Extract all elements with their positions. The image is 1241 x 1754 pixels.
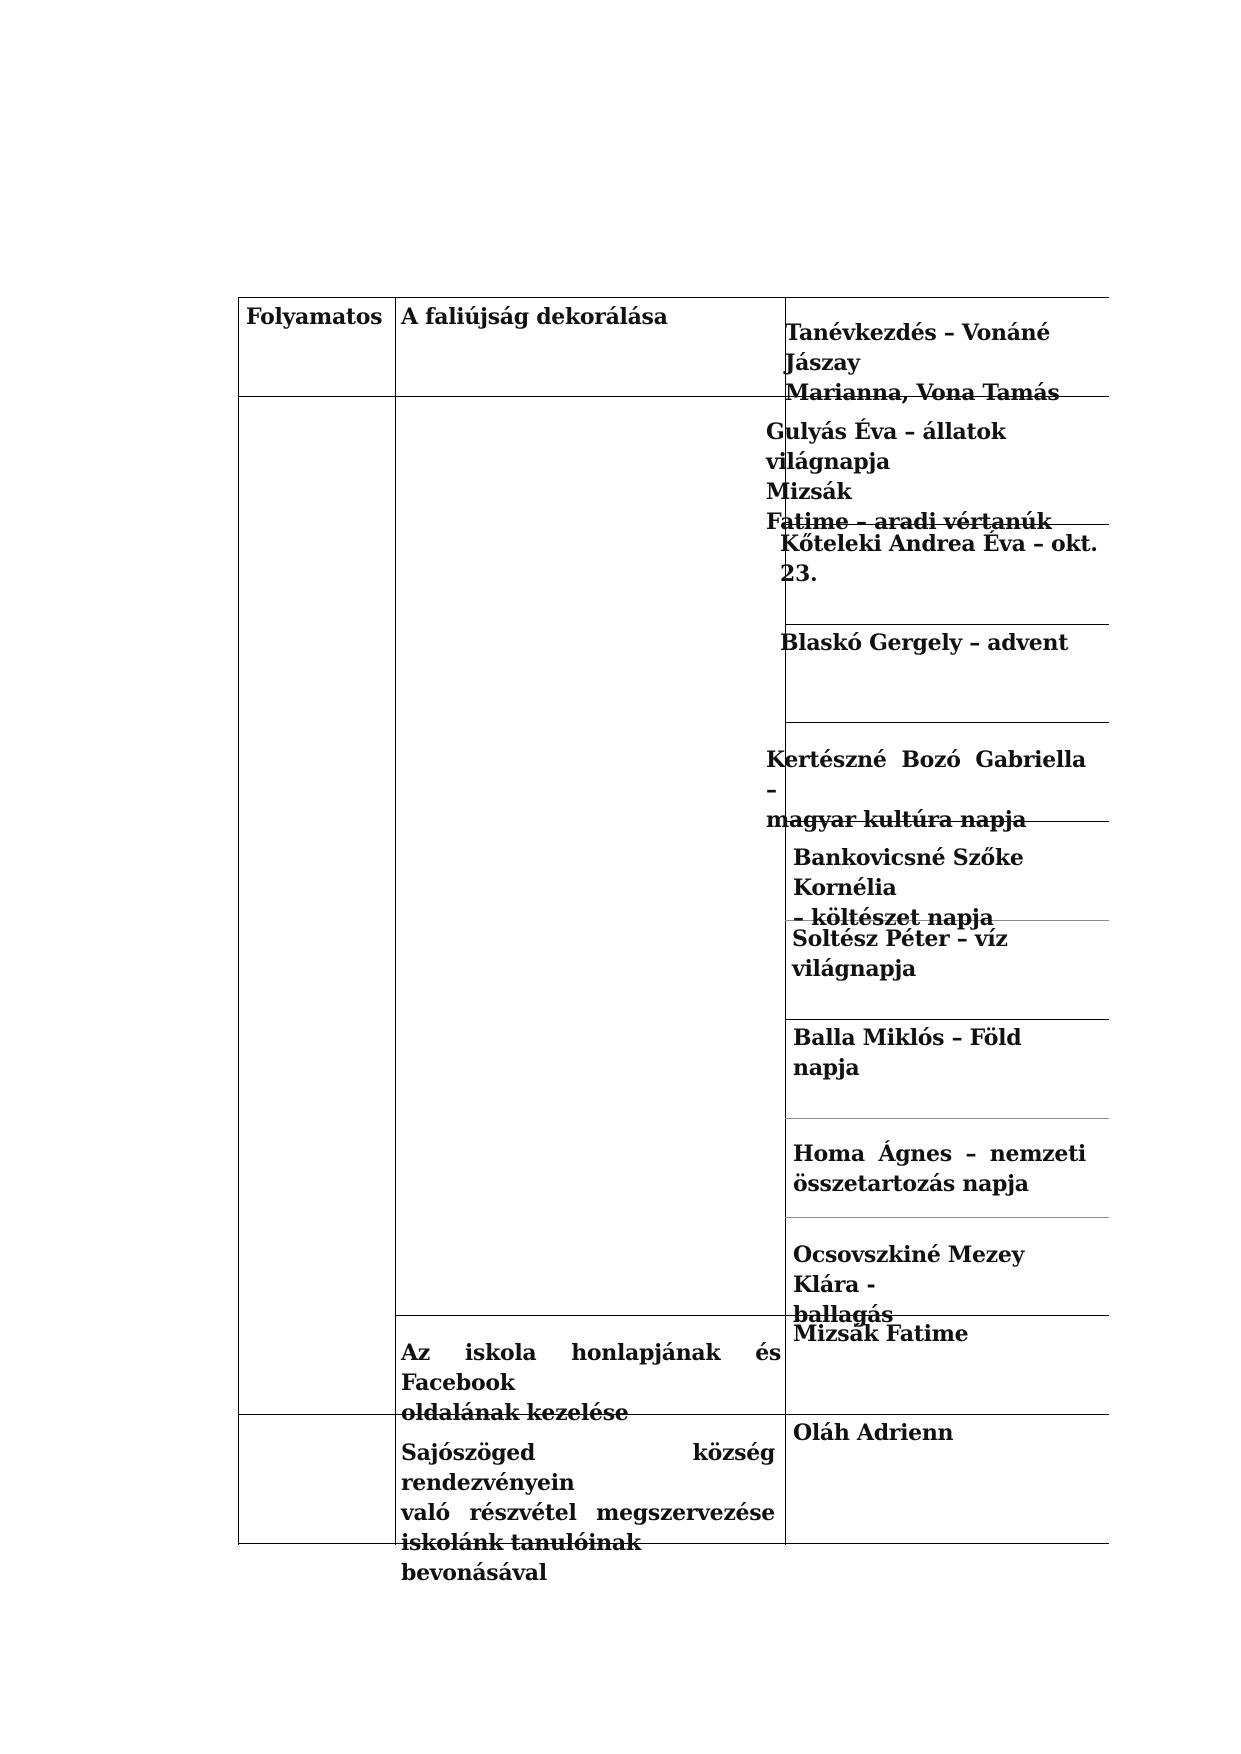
assignment-line: Marianna, Vona Tamás <box>785 380 1060 406</box>
assignment-line: Fatime – aradi vértanúk <box>766 509 1052 535</box>
assignment-line: magyar kultúra napja <box>766 807 1027 833</box>
activity-line: oldalának kezelése <box>401 1400 629 1426</box>
assignment-cell <box>780 529 1100 589</box>
assignment-line: Bankovicsné Szőke Kornélia <box>793 845 1024 901</box>
assignment-line: Tanévkezdés – Vonáné Jászay <box>785 320 1051 376</box>
activity-line: iskolánk tanulóinak bevonásával <box>401 1530 641 1586</box>
assignment-line: Balla Miklós – Föld napja <box>793 1025 1022 1081</box>
assignment-line: Homa Ágnes – nemzeti <box>793 1141 1086 1167</box>
time-cell: Folyamatos <box>246 304 383 330</box>
activity-line: való részvétel megszervezése <box>401 1500 775 1526</box>
assignment-cell <box>792 924 1092 984</box>
cell-divider <box>785 624 1109 625</box>
assignment-cell <box>793 1240 1093 1330</box>
assignment-line: összetartozás napja <box>793 1171 1029 1197</box>
cell-divider <box>785 1217 1109 1218</box>
assignment-cell <box>793 1023 1093 1083</box>
assignment-cell: Mizsák Fatime <box>793 1321 969 1347</box>
assignment-line: Mizsák <box>766 479 852 505</box>
assignment-line: Ocsovszkiné Mezey Klára - <box>793 1242 1025 1298</box>
assignment-cell <box>766 745 1086 835</box>
assignment-line: Soltész Péter – víz világnapja <box>792 926 1008 982</box>
cell-divider <box>785 1019 1109 1020</box>
table-left-border <box>238 297 239 1545</box>
assignment-line: Kertészné Bozó Gabriella – <box>766 747 1086 803</box>
activity-cell: A faliújság dekorálása <box>401 304 668 330</box>
column-divider-1 <box>395 297 396 1545</box>
activity-cell <box>401 1338 781 1428</box>
assignment-line: ballagás <box>793 1302 894 1328</box>
cell-divider <box>785 722 1109 723</box>
assignment-cell <box>793 1139 1086 1199</box>
activity-line: Az iskola honlapjának és Facebook <box>401 1340 781 1396</box>
activity-cell <box>401 1438 775 1588</box>
assignment-line: Gulyás Éva – állatok világnapja <box>766 419 1006 475</box>
table-top-border <box>238 297 1109 298</box>
assignment-line: – költészet napja <box>793 905 994 931</box>
assignment-line: Blaskó Gergely – advent <box>780 630 1069 656</box>
assignment-cell: Oláh Adrienn <box>793 1420 954 1446</box>
cell-divider <box>785 1118 1109 1119</box>
assignment-cell <box>780 628 1100 658</box>
assignment-cell <box>766 417 1086 537</box>
assignment-line: Kőteleki Andrea Éva – okt. 23. <box>780 531 1098 587</box>
assignment-cell <box>793 843 1088 933</box>
activity-line: Sajószöged község rendezvényein <box>401 1440 775 1496</box>
assignment-cell <box>785 318 1105 408</box>
